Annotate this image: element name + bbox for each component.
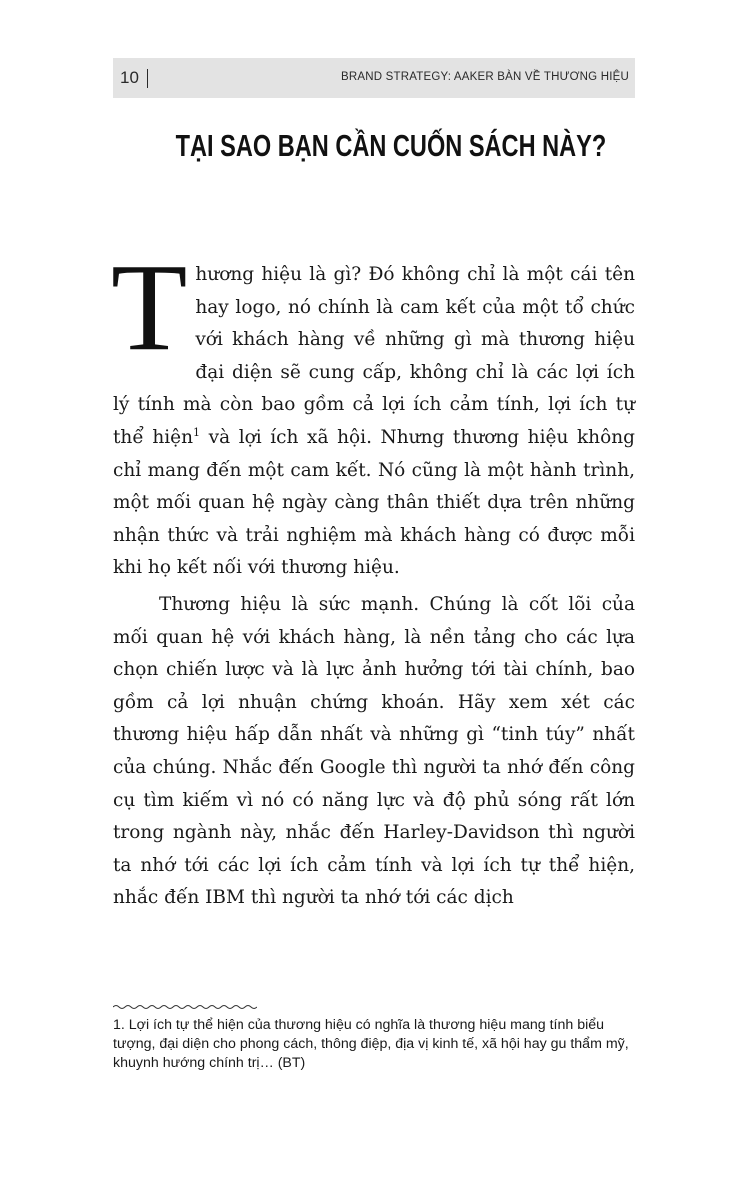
paragraph-1-text-b: và lợi ích xã hội. Nhưng thương hiệu không chỉ mang đến một cam kết. Nó cũng là một hành trình, một mối quan hệ ngày càng thân thiết dựa trên những nhận thức và trải nghiệm mà khách hàng có được mỗi khi họ kết nối với thương hiệu. [113, 426, 635, 579]
paragraph-1 [111, 239, 635, 585]
footnote-reference: 1 [193, 425, 201, 439]
running-header [113, 58, 635, 98]
running-title: BRAND STRATEGY: AAKER BÀN VỀ THƯƠNG HIỆU [341, 71, 629, 83]
drop-cap: T [111, 239, 188, 377]
header-divider [147, 69, 148, 88]
body-text [111, 239, 635, 915]
page-number: 10 [120, 68, 139, 87]
footnote-divider [113, 1003, 257, 1011]
paragraph-2: Thương hiệu là sức mạnh. Chúng là cốt lõi của mối quan hệ với khách hàng, là nền tảng cho các lựa chọn chiến lược và là lực ảnh hưởng tới tài chính, bao gồm cả lợi nhuận chứng khoán. Hãy xem xét các thương hiệu hấp dẫn nhất và những gì “tinh túy” nhất của chúng. Nhắc đến Google thì người ta nhớ đến công cụ tìm kiếm vì nó có năng lực và độ phủ sóng rất lớn trong ngành này, nhắc đến Harley-Davidson thì người ta nhớ tới các lợi ích cảm tính và lợi ích tự thể hiện, nhắc đến IBM thì người ta nhớ tới các dịch [113, 593, 635, 909]
paragraph-1-text-a: hương hiệu là gì? Đó không chỉ là một cái tên hay logo, nó chính là cam kết của một tổ chức với khách hàng về những gì mà thương hiệu đại diện sẽ cung cấp, không chỉ là các lợi ích lý tính mà còn bao gồm cả lợi ích cảm tính, lợi ích tự thể hiện [113, 264, 635, 448]
chapter-title: TẠI SAO BẠN CẦN CUỐN SÁCH NÀY? [175, 128, 607, 163]
footnote: 1. Lợi ích tự thể hiện của thương hiệu có nghĩa là thương hiệu mang tính biểu tượng, đại diện cho phong cách, thông điệp, địa vị kinh tế, xã hội hay gu thẩm mỹ, khuynh hướng chính trị… (BT) [113, 1017, 629, 1072]
